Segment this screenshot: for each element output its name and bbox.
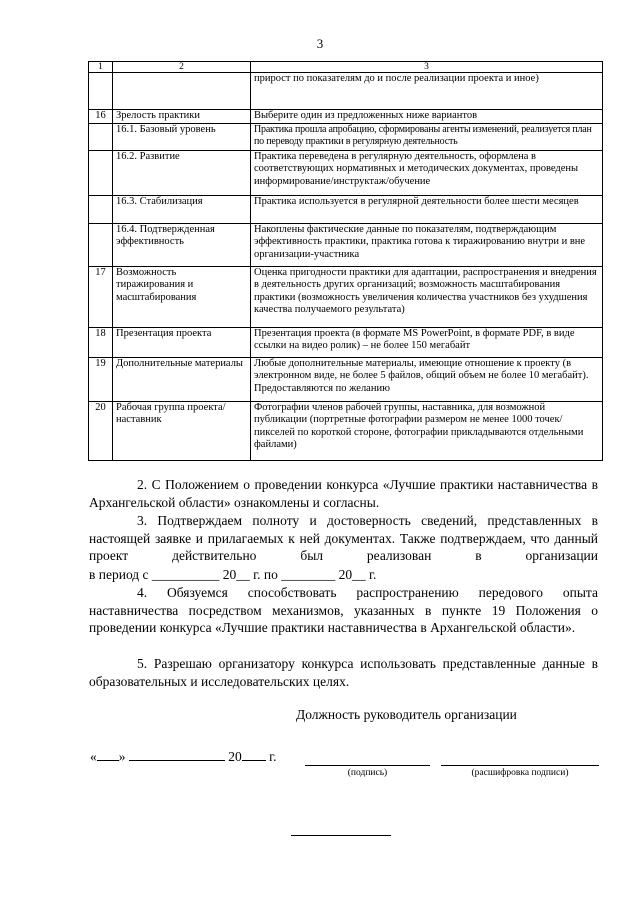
year-blank	[242, 748, 266, 761]
table-row	[89, 358, 603, 402]
decoding-label: (расшифровка подписи)	[471, 768, 569, 778]
row-name: Презентация проекта	[113, 328, 251, 358]
header-cell: 2	[113, 62, 251, 73]
row-number	[89, 124, 113, 151]
row-description: Практика переведена в регулярную деятельность, оформлена в соответствующих нормативных и методических документах, проведены информирование/инструктаж/обучение	[251, 151, 603, 196]
paragraph-3-period: в период с __________ 20__ г. по ________ 20__ г.	[89, 567, 377, 582]
row-number	[89, 151, 113, 196]
paragraph-3: 3. Подтверждаем полноту и достоверность сведений, представленных в настоящей заявке и прилагаемых к ней документах. Также подтверждаем, что данный проект действительно был реализован в организации	[89, 513, 598, 564]
row-number: 17	[89, 267, 113, 328]
table-row	[89, 224, 603, 267]
signature-line	[305, 765, 430, 766]
table-row	[89, 110, 603, 124]
table-row	[89, 328, 603, 358]
row-name: 16.3. Стабилизация	[113, 196, 251, 224]
row-number	[89, 73, 113, 110]
header-cell: 1	[89, 62, 113, 73]
table-row	[89, 73, 603, 110]
row-name: Дополнительные материалы	[113, 358, 251, 402]
page-number: 3	[316, 36, 324, 51]
row-number: 16	[89, 110, 113, 124]
row-description: Накоплены фактические данные по показателям, подтверждающим эффективность практики, практика готова к тиражированию внутри и вне организации-участника	[251, 224, 603, 267]
row-description: Любые дополнительные материалы, имеющие отношение к проекту (в электронном виде, не более 5 файлов, общий объем не более 10 мегабайт). Предоставляются по желанию	[251, 358, 603, 402]
signature-position-title: Должность руководитель организации	[296, 707, 517, 722]
row-name: 16.4. Подтвержденная эффективность	[113, 224, 251, 267]
row-number: 18	[89, 328, 113, 358]
paragraph-2: 2. С Положением о проведении конкурса «Лучшие практики наставничества в Архангельской области» ознакомлены и согласны.	[89, 477, 598, 510]
row-name	[113, 73, 251, 110]
table-row	[89, 402, 603, 461]
row-description: Практика используется в регулярной деятельности более шести месяцев	[251, 196, 603, 224]
row-description: Оценка пригодности практики для адаптации, распространения и внедрения в деятельность других организаций; возможность масштабирования практики (возможность увеличения количества участников без ухудшения качества получаемого результата)	[251, 267, 603, 328]
year-prefix: 20	[228, 749, 242, 764]
header-cell: 3	[251, 62, 603, 73]
table-row	[89, 196, 603, 224]
signature-label: (подпись)	[347, 768, 388, 778]
application-table	[88, 61, 603, 461]
month-blank	[129, 748, 225, 761]
table-row	[89, 267, 603, 328]
row-name: Зрелость практики	[113, 110, 251, 124]
table-header-row	[89, 62, 603, 73]
row-description: Практика прошла апробацию, сформированы агенты изменений, реализуется план по переводу практики в регулярную деятельность	[251, 124, 603, 151]
row-number: 20	[89, 402, 113, 461]
signature-date	[90, 748, 277, 765]
end-divider	[291, 835, 391, 836]
date-close-quote: »	[118, 749, 126, 764]
date-open-quote: «	[90, 749, 97, 764]
row-name: 16.1. Базовый уровень	[113, 124, 251, 151]
table-row	[89, 124, 603, 151]
row-name: Рабочая группа проекта/наставник	[113, 402, 251, 461]
row-description: прирост по показателям до и после реализации проекта и иное)	[251, 73, 603, 110]
decoding-line	[441, 765, 599, 766]
paragraph-4: 4. Обязуемся способствовать распространению передового опыта наставничества посредством механизмов, указанных в пункте 19 Положения о проведении конкурса «Лучшие практики наставничества в Архангельской области».	[89, 585, 598, 636]
year-suffix: г.	[269, 749, 277, 764]
row-description: Выберите один из предложенных ниже вариантов	[251, 110, 603, 124]
row-number	[89, 224, 113, 267]
row-number: 19	[89, 358, 113, 402]
row-name: Возможность тиражирования и масштабирования	[113, 267, 251, 328]
table-row	[89, 151, 603, 196]
paragraph-5: 5. Разрешаю организатору конкурса использовать представленные данные в образовательных и исследовательских целях.	[89, 656, 598, 689]
row-name: 16.2. Развитие	[113, 151, 251, 196]
row-number	[89, 196, 113, 224]
row-description: Презентация проекта (в формате MS PowerPoint, в формате PDF, в виде ссылки на видео ролик) – не более 150 мегабайт	[251, 328, 603, 358]
row-description: Фотографии членов рабочей группы, наставника, для возможной публикации (портретные фотографии размером не менее 1000 точек/пикселей по короткой стороне, фотографии прикладываются отдельными файлами)	[251, 402, 603, 461]
day-blank	[97, 748, 119, 761]
